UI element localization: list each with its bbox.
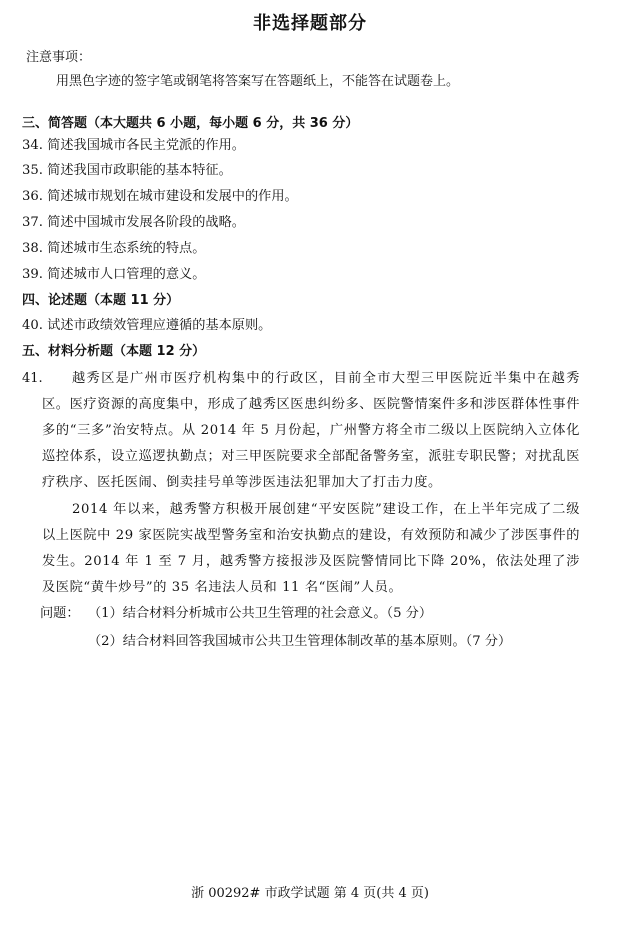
question-34: 34. 简述我国城市各民主党派的作用。: [22, 138, 245, 153]
question-39: 39. 简述城市人口管理的意义。: [22, 267, 206, 282]
question-38: 38. 简述城市生态系统的特点。: [22, 241, 206, 256]
question-35: 35. 简述我国市政职能的基本特征。: [22, 163, 232, 178]
section-4-heading: 四、论述题（本题 11 分）: [22, 293, 180, 308]
question-37: 37. 简述中国城市发展各阶段的战略。: [22, 215, 245, 230]
question-36: 36. 简述城市规划在城市建设和发展中的作用。: [22, 189, 298, 204]
sub-question-2: （2）结合材料回答我国城市公共卫生管理体制改革的基本原则。（7 分）: [88, 634, 512, 649]
question-40: 40. 试述市政绩效管理应遵循的基本原则。: [22, 318, 272, 333]
page-title: 非选择题部分: [253, 13, 367, 34]
notice-heading: 注意事项：: [26, 50, 92, 65]
section-5-heading: 五、材料分析题（本题 12 分）: [22, 344, 206, 359]
material-paragraph-2: 2014 年以来，越秀警方积极开展创建“平安医院”建设工作，在上半年完成了二级以上医院中 29 家医院实战型警务室和治安执勤点的建设，有效预防和减少了涉医事件的发生。2014 年 1 至 7 月，越秀警方接报涉及医院警情同比下降 20%，依法处理了涉及医院“黄牛炒号”的 35 名违法人员和 11 名“医闹”人员。: [42, 502, 580, 595]
question-41-number: 41.: [22, 371, 43, 386]
notice-body: 用黑色字迹的签字笔或钢笔将答案写在答题纸上，不能答在试题卷上。: [56, 74, 460, 89]
question-label: 问题：: [40, 606, 80, 621]
section-3-heading: 三、简答题（本大题共 6 小题，每小题 6 分，共 36 分）: [22, 116, 359, 131]
sub-question-1: （1）结合材料分析城市公共卫生管理的社会意义。（5 分）: [88, 606, 433, 621]
page-footer: 浙 00292# 市政学试题 第 4 页(共 4 页): [191, 886, 429, 901]
material-paragraph-1: 越秀区是广州市医疗机构集中的行政区，目前全市大型三甲医院近半集中在越秀区。医疗资源的高度集中，形成了越秀区医患纠纷多、医院警情案件多和涉医群体性事件多的“三多”治安特点。从 2014 年 5 月份起，广州警方将全市二级以上医院纳入立体化巡控体系，设立巡逻执勤点；对三甲医院要求全部配备警务室，派驻专职民警；对扰乱医疗秩序、医托医闹、倒卖挂号单等涉医违法犯罪加大了打击力度。: [42, 371, 580, 490]
